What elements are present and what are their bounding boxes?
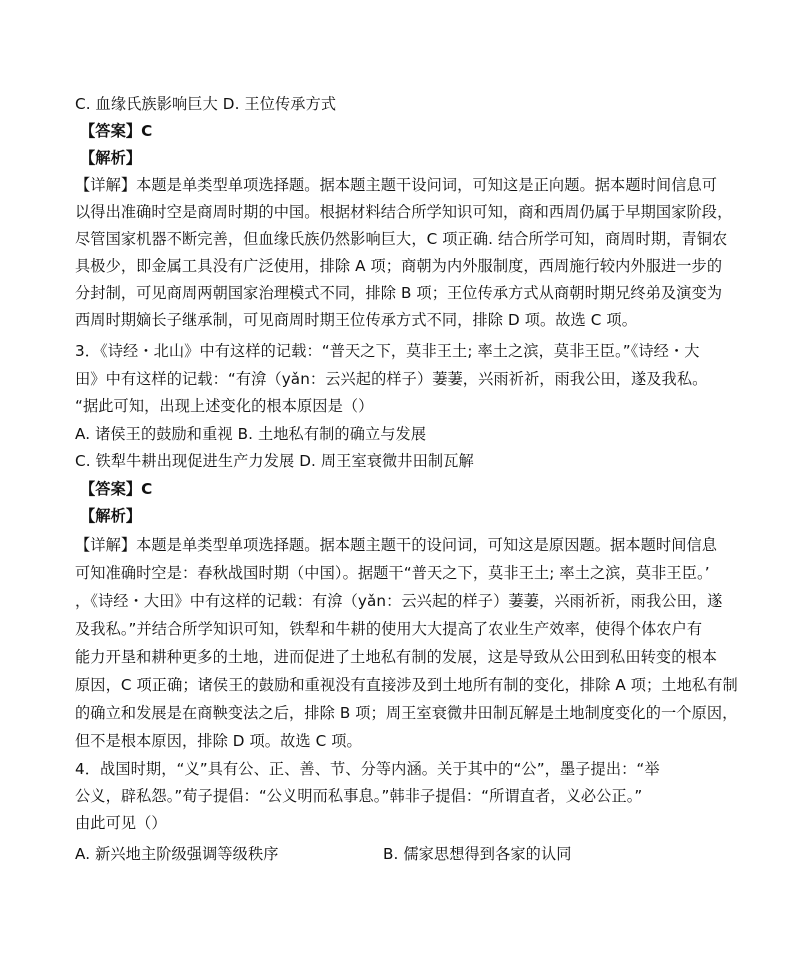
q3-options-ab: A. 诸侯王的鼓励和重视 B. 土地私有制的确立与发展 [75, 425, 427, 443]
q3-analysis-tag: 【解析】 [80, 507, 142, 525]
q2-detail-line: 西周时期嫡长子继承制，可见商周时期王位传承方式不同，排除 D 项。故选 C 项。 [75, 311, 637, 329]
q4-option-a: A. 新兴地主阶级强调等级秩序 [75, 845, 279, 863]
q2-detail-line: 【详解】本题是单类型单项选择题。据本题主题干设问词，可知这是正向题。据本题时间信息可 [75, 176, 718, 194]
q3-detail-line: 但不是根本原因，排除 D 项。故选 C 项。 [75, 732, 362, 750]
q3-stem-line: “据此可知，出现上述变化的根本原因是（） [75, 397, 374, 415]
q3-answer-tag: 【答案】C [80, 480, 153, 498]
q3-detail-line: 原因，C 项正确；诸侯王的鼓励和重视没有直接涉及到土地所有制的变化，排除 A 项；土地私有制 [75, 676, 738, 694]
q2-answer-tag: 【答案】C [80, 122, 153, 140]
q3-detail-line: ，《诗经・大田》中有这样的记载：有渰（yǎn：云兴起的样子）萋萋，兴雨祈祈，雨我公田，遂 [75, 592, 723, 610]
q3-detail-line: 的确立和发展是在商鞅变法之后，排除 B 项；周王室衰微井田制瓦解是土地制度变化的一个原因， [75, 704, 738, 722]
q2-detail-line: 具极少，即金属工具没有广泛使用，排除 A 项；商朝为内外服制度，西周施行较内外服进一步的 [75, 257, 723, 275]
q2-analysis-tag: 【解析】 [80, 149, 142, 167]
q4-stem-line: 4．战国时期，“义”具有公、正、善、节、分等内涵。关于其中的“公”，墨子提出：“举 [75, 760, 660, 778]
q3-detail-line: 及我私。”并结合所学知识可知，铁犁和牛耕的使用大大提高了农业生产效率，使得个体农户有 [75, 620, 703, 638]
q2-options-cd: C. 血缘氏族影响巨大 D. 王位传承方式 [75, 95, 337, 113]
q2-detail-line: 以得出准确时空是商周时期的中国。根据材料结合所学知识可知，商和西周仍属于早期国家阶段， [75, 203, 733, 221]
q4-stem-line: 公义，辟私怨。”荀子提倡：“公义明而私事息。”韩非子提倡：“所谓直者，义必公正。” [75, 787, 643, 805]
q2-detail-line: 分封制，可见商周两朝国家治理模式不同，排除 B 项；王位传承方式从商朝时期兄终弟及演变为 [75, 284, 723, 302]
q4-option-b: B. 儒家思想得到各家的认同 [383, 845, 572, 863]
q3-options-cd: C. 铁犁牛耕出现促进生产力发展 D. 周王室衰微井田制瓦解 [75, 452, 474, 470]
q4-stem-line: 由此可见（） [75, 814, 167, 832]
q3-detail-line: 可知准确时空是：春秋战国时期（中国）。据题干“普天之下，莫非王土; 率土之滨，莫非王臣。’ [75, 564, 710, 582]
q2-detail-line: 尽管国家机器不断完善，但血缘氏族仍然影响巨大，C 项正确. 结合所学可知，商周时期，青铜农 [75, 230, 728, 248]
q3-detail-line: 能力开垦和耕种更多的土地，进而促进了土地私有制的发展，这是导致从公田到私田转变的根本 [75, 648, 718, 666]
q3-stem-line: 田》中有这样的记载：“有渰（yǎn：云兴起的样子）萋萋，兴雨祈祈，雨我公田，遂及我私。 [75, 370, 708, 388]
q3-stem-line: 3．《诗经・北山》中有这样的记载：“普天之下，莫非王土; 率土之滨，莫非王臣。”《诗经・大 [75, 342, 700, 360]
q3-detail-line: 【详解】本题是单类型单项选择题。据本题主题干的设问词，可知这是原因题。据本题时间信息 [75, 536, 718, 554]
